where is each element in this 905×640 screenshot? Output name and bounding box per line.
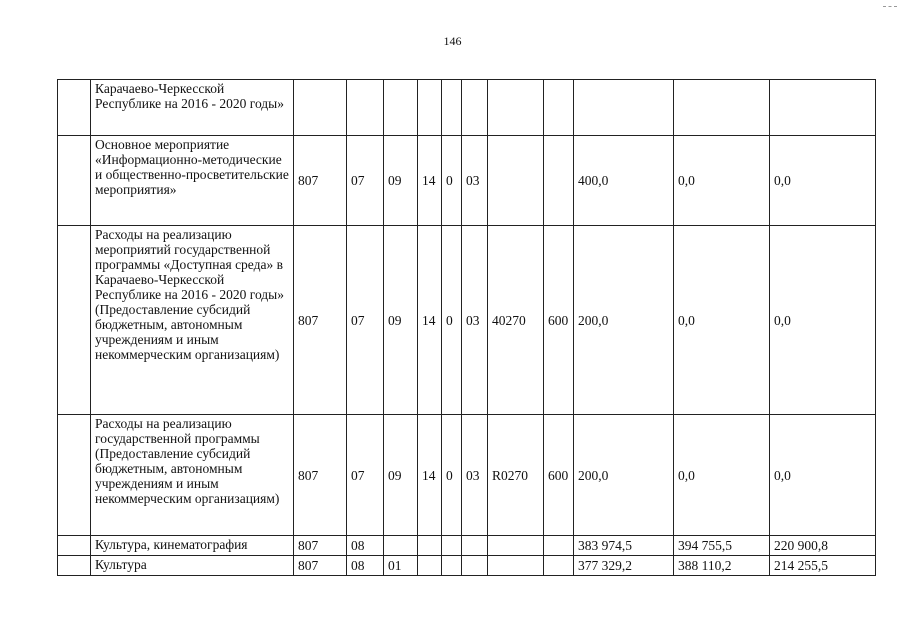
event-code: 03 [462,226,488,415]
scan-mark [883,6,897,8]
expense-type-code [544,80,574,136]
sum-2 [674,80,770,136]
program-code: 14 [418,415,442,536]
expense-type-code [544,536,574,556]
sum-3: 220 900,8 [770,536,876,556]
admin-code: 807 [294,536,347,556]
row-number-cell [58,136,91,226]
sum-2: 388 110,2 [674,556,770,576]
subprogram-code [442,536,462,556]
row-name: Культура, кинематография [91,536,294,556]
expense-type-code: 600 [544,226,574,415]
event-code [462,536,488,556]
subprogram-code: 0 [442,415,462,536]
section-code: 07 [347,415,384,536]
row-number-cell [58,226,91,415]
sum-1: 383 974,5 [574,536,674,556]
program-code: 14 [418,226,442,415]
sum-1: 400,0 [574,136,674,226]
row-number-cell [58,415,91,536]
sum-2: 0,0 [674,136,770,226]
admin-code: 807 [294,415,347,536]
section-code: 08 [347,556,384,576]
sum-2: 0,0 [674,226,770,415]
section-code: 07 [347,226,384,415]
row-number-cell [58,556,91,576]
subprogram-code: 0 [442,226,462,415]
sum-2: 394 755,5 [674,536,770,556]
subprogram-code [442,80,462,136]
program-code [418,80,442,136]
direction-code: R0270 [488,415,544,536]
row-name: Расходы на реализацию государственной программы (Предоставление субсидий бюджетным, автономным учреждениям и иным некоммерческим организациям) [91,415,294,536]
budget-table [57,79,876,576]
program-code [418,556,442,576]
sum-3 [770,80,876,136]
page-number: 146 [443,34,462,48]
row-name: Расходы на реализацию мероприятий государственной программы «Доступная среда» в Карачаево-Черкесской Республике на 2016 - 2020 годы» (Предоставление субсидий бюджетным, автономным учреждениям и иным некоммерческим организациям) [91,226,294,415]
subprogram-code: 0 [442,136,462,226]
event-code: 03 [462,415,488,536]
sum-2: 0,0 [674,415,770,536]
table-row [58,536,876,556]
admin-code: 807 [294,226,347,415]
expense-type-code: 600 [544,415,574,536]
program-code [418,536,442,556]
row-name: Культура [91,556,294,576]
section-code: 07 [347,136,384,226]
event-code [462,556,488,576]
sum-3: 0,0 [770,136,876,226]
direction-code [488,136,544,226]
sum-1: 200,0 [574,226,674,415]
direction-code [488,556,544,576]
admin-code: 807 [294,556,347,576]
section-code [347,80,384,136]
table-row [58,415,876,536]
admin-code: 807 [294,136,347,226]
section-code: 08 [347,536,384,556]
direction-code [488,80,544,136]
sum-1: 200,0 [574,415,674,536]
sum-1: 377 329,2 [574,556,674,576]
subsection-code: 01 [384,556,418,576]
subsection-code [384,80,418,136]
table-row [58,226,876,415]
subsection-code: 09 [384,226,418,415]
subsection-code: 09 [384,136,418,226]
row-name: Основное мероприятие «Информационно-методические и общественно-просветительские мероприятия» [91,136,294,226]
event-code [462,80,488,136]
sum-3: 0,0 [770,226,876,415]
expense-type-code [544,556,574,576]
row-name: Карачаево-Черкесской Республике на 2016 - 2020 годы» [91,80,294,136]
sum-3: 0,0 [770,415,876,536]
subsection-code [384,536,418,556]
direction-code: 40270 [488,226,544,415]
subsection-code: 09 [384,415,418,536]
table-row [58,136,876,226]
admin-code [294,80,347,136]
subprogram-code [442,556,462,576]
row-number-cell [58,80,91,136]
sum-1 [574,80,674,136]
event-code: 03 [462,136,488,226]
direction-code [488,536,544,556]
sum-3: 214 255,5 [770,556,876,576]
table-row [58,556,876,576]
expense-type-code [544,136,574,226]
row-number-cell [58,536,91,556]
table-row [58,80,876,136]
program-code: 14 [418,136,442,226]
